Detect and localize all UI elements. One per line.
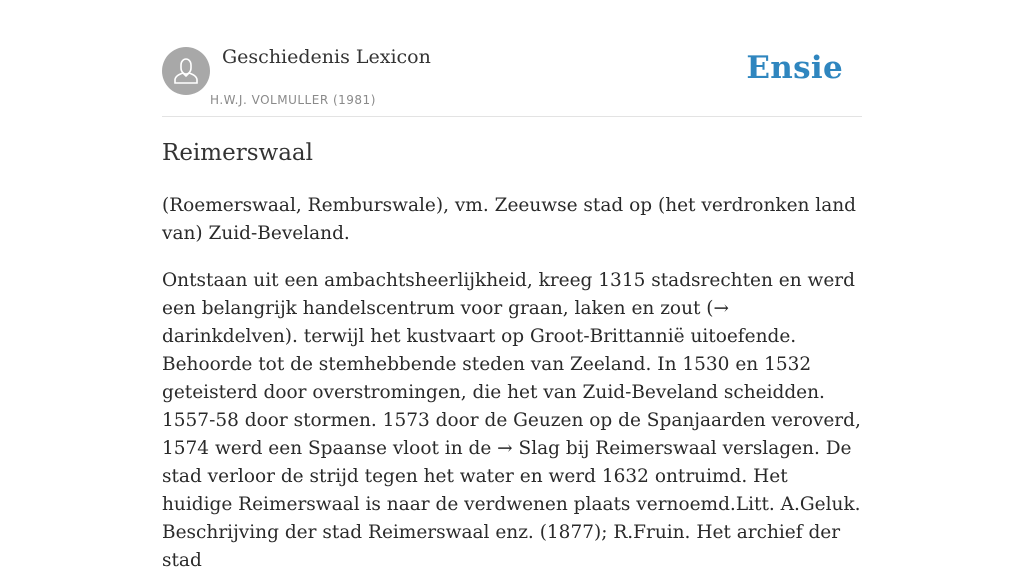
lexicon-title[interactable]: Geschiedenis Lexicon [222, 46, 431, 68]
entry-title: Reimerswaal [162, 140, 313, 166]
header [162, 0, 862, 117]
page [162, 0, 862, 571]
user-icon[interactable] [162, 47, 210, 95]
entry-paragraph: Ontstaan uit een ambachtsheerlijkheid, kreeg 1315 stadsrechten en werd een belangrijk handelscentrum voor graan, laken en zout (→ darinkdelven). terwijl het kustvaart op Groot-Brittannië uitoefende. Behoorde tot de stemhebbende steden van Zeeland. In 1530 en 1532 geteisterd door overstromingen, die het van Zuid-Beveland scheidden. 1557-58 door stormen. 1573 door de Geuzen op de Spanjaarden veroverd, 1574 werd een Spaanse vloot in de → Slag bij Reimerswaal verslagen. De stad verloor de strijd tegen het water en werd 1632 ontruimd. Het huidige Reimerswaal is naar de verdwenen plaats vernoemd.Litt. A.Geluk. Beschrijving der stad Reimerswaal enz. (1877); R.Fruin. Het archief der stad [162, 270, 861, 571]
entry-paragraph: (Roemerswaal, Remburswale), vm. Zeeuwse stad op (het verdronken land van) Zuid-Beveland. [162, 195, 857, 244]
brand-logo-link[interactable]: Ensie [746, 50, 843, 86]
author-credit[interactable]: H.W.J. VOLMULLER (1981) [210, 93, 376, 107]
